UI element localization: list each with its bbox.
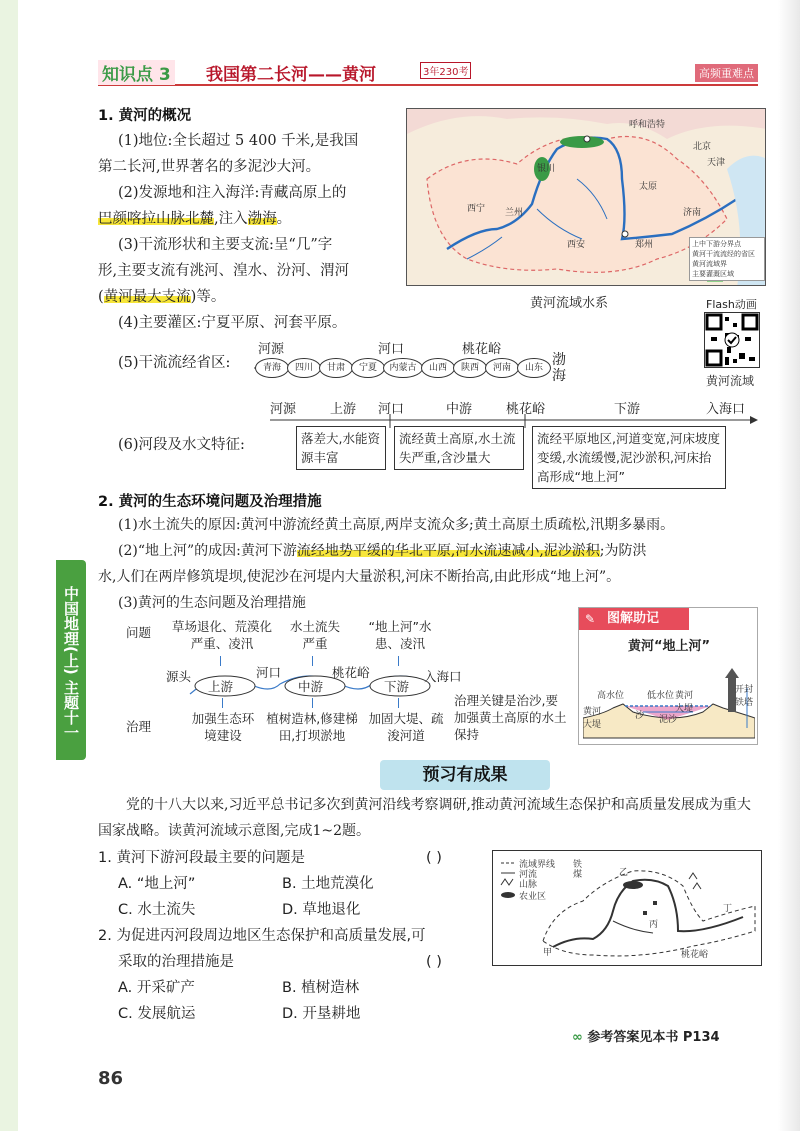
segment-upper-box: 落差大,水能资源丰富	[296, 426, 386, 470]
q2-opt-c[interactable]: C. 发展航运	[118, 1006, 196, 1022]
highlight-bohai: 渤海	[247, 211, 277, 227]
eco-prob-upper: 草场退化、荒漠化严重、凌汛	[172, 619, 273, 651]
qr-label: Flash动画	[706, 298, 757, 311]
seg-label-6: 入海口	[706, 402, 746, 417]
map2-legend-2: 河流	[519, 870, 538, 880]
s1-p6: (6)河段及水文特征:	[118, 437, 245, 453]
arrow-gov-upper	[222, 698, 223, 708]
map2-legend-0: 流域界线	[519, 860, 556, 870]
frequency-badge: 高频重难点	[695, 64, 758, 82]
seg-label-3: 中游	[446, 402, 473, 417]
map2-label-1: 乙	[619, 868, 629, 878]
qr-code-icon[interactable]	[704, 312, 760, 368]
province-6: 陕西	[453, 358, 487, 378]
side-tab-theme: 主题十一	[62, 679, 80, 740]
highlight-source: 巴颜喀拉山脉北麓	[98, 211, 214, 227]
side-tab-subject: 中国地理(上)	[62, 586, 80, 675]
eco-taohuayu: 桃花峪	[332, 665, 370, 680]
arrow-gov-middle	[312, 698, 313, 708]
province-3: 宁夏	[351, 358, 385, 378]
map1-place-8: 北京	[693, 142, 712, 152]
map2-legend-1: 铁	[573, 860, 583, 870]
s1-p5: (5)干流流经省区:	[118, 355, 231, 371]
q1-paren: ( )	[426, 850, 442, 866]
s2-p3: (3)黄河的生态问题及治理措施	[118, 595, 306, 611]
s1-p1: (1)地位:全长超过 5 400 千米,是我国	[118, 133, 359, 149]
s1-p3: (3)干流形状和主要支流:呈“几”字	[118, 237, 333, 253]
province-1: 四川	[287, 358, 321, 378]
map1-caption: 黄河流域水系	[530, 296, 609, 311]
q2-opt-b[interactable]: B. 植树造林	[282, 980, 360, 996]
left-strip	[0, 0, 18, 1131]
q1-opt-d[interactable]: D. 草地退化	[282, 902, 361, 918]
eco-upper: 上游	[208, 679, 234, 694]
section1-title: 1. 黄河的概况	[98, 108, 192, 124]
memo-label-5: 沙	[635, 711, 645, 721]
answer-text: 参考答案见本书 P134	[587, 1030, 720, 1045]
map2-label-2: 丙	[649, 920, 659, 930]
suspended-river-svg	[583, 668, 755, 742]
map1-place-3: 西宁	[467, 204, 486, 214]
seg-label-1: 上游	[330, 402, 357, 417]
yellow-river-sketch-map	[492, 850, 762, 966]
map1-place-6: 郑州	[635, 240, 654, 250]
q2-stem-b: 采取的治理措施是	[118, 954, 234, 970]
map2-legend-3: 煤	[573, 870, 583, 880]
s1-p4: (4)主要灌区:宁夏平原、河套平原。	[118, 315, 347, 331]
eco-prob-middle: 水土流失严重	[289, 619, 340, 651]
map1-place-2: 太原	[639, 182, 658, 192]
q1-stem: 1. 黄河下游河段最主要的问题是	[98, 850, 305, 866]
s2-p2-end: ;为防洪	[599, 543, 647, 559]
memo-label-1: 低水位	[647, 691, 675, 701]
map1-legend-0: 上中下游分界点	[692, 240, 741, 248]
eco-gov-upper: 加强生态环境建设	[191, 711, 255, 743]
eco-gov-middle: 植树造林,修建梯田,打坝淤地	[266, 711, 358, 743]
map1-legend-1: 黄河干流流经的省区	[692, 250, 755, 258]
map1-legend-3: 主要灌溉区域	[692, 270, 734, 278]
highlight-floodplain: 流经地势平缓的华北平原,河水流速减小,泥沙淤积	[296, 543, 600, 559]
s1-p3c-pre: (	[98, 289, 104, 305]
yellow-river-basin-map	[406, 108, 766, 286]
s1-p2b-mid: ,注入	[214, 211, 248, 227]
province-0: 青海	[255, 358, 289, 378]
q1-opt-c[interactable]: C. 水土流失	[118, 902, 196, 918]
map1-place-5: 西安	[567, 240, 586, 250]
map2-label-3: 丁	[723, 904, 733, 914]
exam-tag: 3年230考	[420, 62, 471, 79]
q1-opt-b[interactable]: B. 土地荒漠化	[282, 876, 374, 892]
eco-row-govern: 治理	[126, 719, 152, 734]
map2-legend-5: 农业区	[519, 892, 547, 902]
link-icon: ∞	[572, 1030, 583, 1045]
memo-label-4: 黄河大堤	[675, 691, 694, 714]
memo-head: 图解助记	[579, 608, 689, 630]
memo-label-2: 黄河大堤	[583, 707, 602, 730]
section2-title: 2. 黄河的生态环境问题及治理措施	[98, 494, 322, 510]
map1-place-4: 兰州	[505, 208, 524, 218]
eco-source: 源头	[166, 669, 192, 684]
prov-source-label: 河源	[258, 342, 285, 357]
eco-key: 治理关键是治沙,要加强黄土高原的水土保持	[454, 693, 567, 742]
pencil-icon: ✎	[585, 612, 596, 626]
seg-label-2: 河口	[378, 402, 405, 417]
province-8: 山东	[517, 358, 551, 378]
map1-place-7: 济南	[683, 208, 702, 218]
arrow-gov-lower	[398, 698, 399, 708]
practice-intro: 党的十八大以来,习近平总书记多次到黄河沿线考察调研,推动黄河流域生态保护和高质量发展成为重大国家战略。读黄河流域示意图,完成1~2题。	[98, 797, 751, 839]
practice-banner: 预习有成果	[380, 760, 550, 790]
seg-label-5: 下游	[614, 402, 641, 417]
seg-label-0: 河源	[270, 402, 297, 417]
section-header	[98, 60, 758, 86]
s2-p2-pre: (2)“地上河”的成因:黄河下游	[118, 543, 297, 559]
province-4: 内蒙古	[383, 358, 423, 378]
province-2: 甘肃	[319, 358, 353, 378]
q2-paren: ( )	[426, 954, 442, 970]
q2-opt-d[interactable]: D. 开垦耕地	[282, 1006, 361, 1022]
s2-p1: (1)水土流失的原因:黄河中游流经黄土高原,两岸支流众多;黄土高原土质疏松,汛期多暴雨。	[118, 517, 675, 533]
map1-place-9: 天津	[707, 158, 726, 168]
s1-p3c	[98, 284, 225, 310]
q1-opt-a[interactable]: A. “地上河”	[118, 876, 196, 892]
prov-taohuayu-label: 桃花峪	[462, 342, 502, 357]
q2-stem: 2. 为促进丙河段周边地区生态保护和高质量发展,可	[98, 928, 426, 944]
eco-lower: 下游	[384, 679, 410, 694]
segment-middle-box: 流经黄土高原,水土流失严重,含沙量大	[394, 426, 524, 470]
map2-label-4: 桃花峪	[681, 950, 709, 960]
right-shade	[778, 0, 800, 1131]
illustrated-memo-box	[578, 607, 758, 745]
map1-legend	[689, 237, 765, 281]
answer-reference	[572, 1026, 720, 1045]
eco-hekou: 河口	[256, 665, 282, 680]
s1-p3c-end: )等。	[190, 289, 226, 305]
memo-label-6: 泥沙	[659, 715, 678, 725]
highlight-weihe: 黄河最大支流	[103, 289, 191, 305]
memo-label-0: 高水位	[597, 691, 625, 701]
qr-caption: 黄河流域	[706, 374, 755, 388]
map1-legend-2: 黄河流域界	[692, 260, 727, 268]
eco-sea: 入海口	[424, 669, 462, 684]
seg-label-4: 桃花峪	[506, 402, 546, 417]
s2-p2	[118, 538, 647, 564]
map1-place-0: 呼和浩特	[629, 120, 666, 130]
side-tab	[56, 560, 86, 760]
prov-hekou-label: 河口	[378, 342, 405, 357]
qr-svg	[705, 313, 759, 367]
knowledge-point-label: 知识点 3	[98, 60, 175, 85]
q2-opt-a[interactable]: A. 开采矿产	[118, 980, 195, 996]
s2-p2b: 水,人们在两岸修筑堤坝,使泥沙在河堤内大量淤积,河床不断抬高,由此形成“地上河”。	[98, 569, 621, 585]
memo-label-3: 开封铁塔	[735, 685, 754, 708]
s1-p1b: 第二长河,世界著名的多泥沙大河。	[98, 159, 321, 175]
s1-p2b	[98, 206, 291, 232]
eco-row-problem: 问题	[126, 625, 152, 640]
s1-p2b-end: 。	[276, 211, 292, 227]
prov-sea-label: 渤海	[552, 352, 566, 384]
map2-label-0: 甲	[543, 948, 553, 958]
segment-lower-box: 流经平原地区,河道变宽,河床坡度变缓,水流缓慢,泥沙淤积,河床抬高形成“地上河”	[532, 426, 726, 489]
eco-prob-lower: “地上河”水患、凌汛	[368, 619, 432, 651]
map1-place-1: 银川	[537, 164, 556, 174]
eco-middle: 中游	[298, 679, 324, 694]
memo-title: 黄河“地上河”	[627, 639, 711, 654]
s1-p3b: 形,主要支流有洮河、湟水、汾河、渭河	[98, 263, 350, 279]
s1-p2: (2)发源地和注入海洋:青藏高原上的	[118, 185, 347, 201]
page-number: 86	[98, 1068, 124, 1089]
province-5: 山西	[421, 358, 455, 378]
eco-gov-lower: 加固大堤、疏浚河道	[368, 711, 444, 743]
province-7: 河南	[485, 358, 519, 378]
map2-legend-4: 山脉	[519, 880, 538, 890]
section-title: 我国第二长河——黄河	[206, 65, 376, 85]
